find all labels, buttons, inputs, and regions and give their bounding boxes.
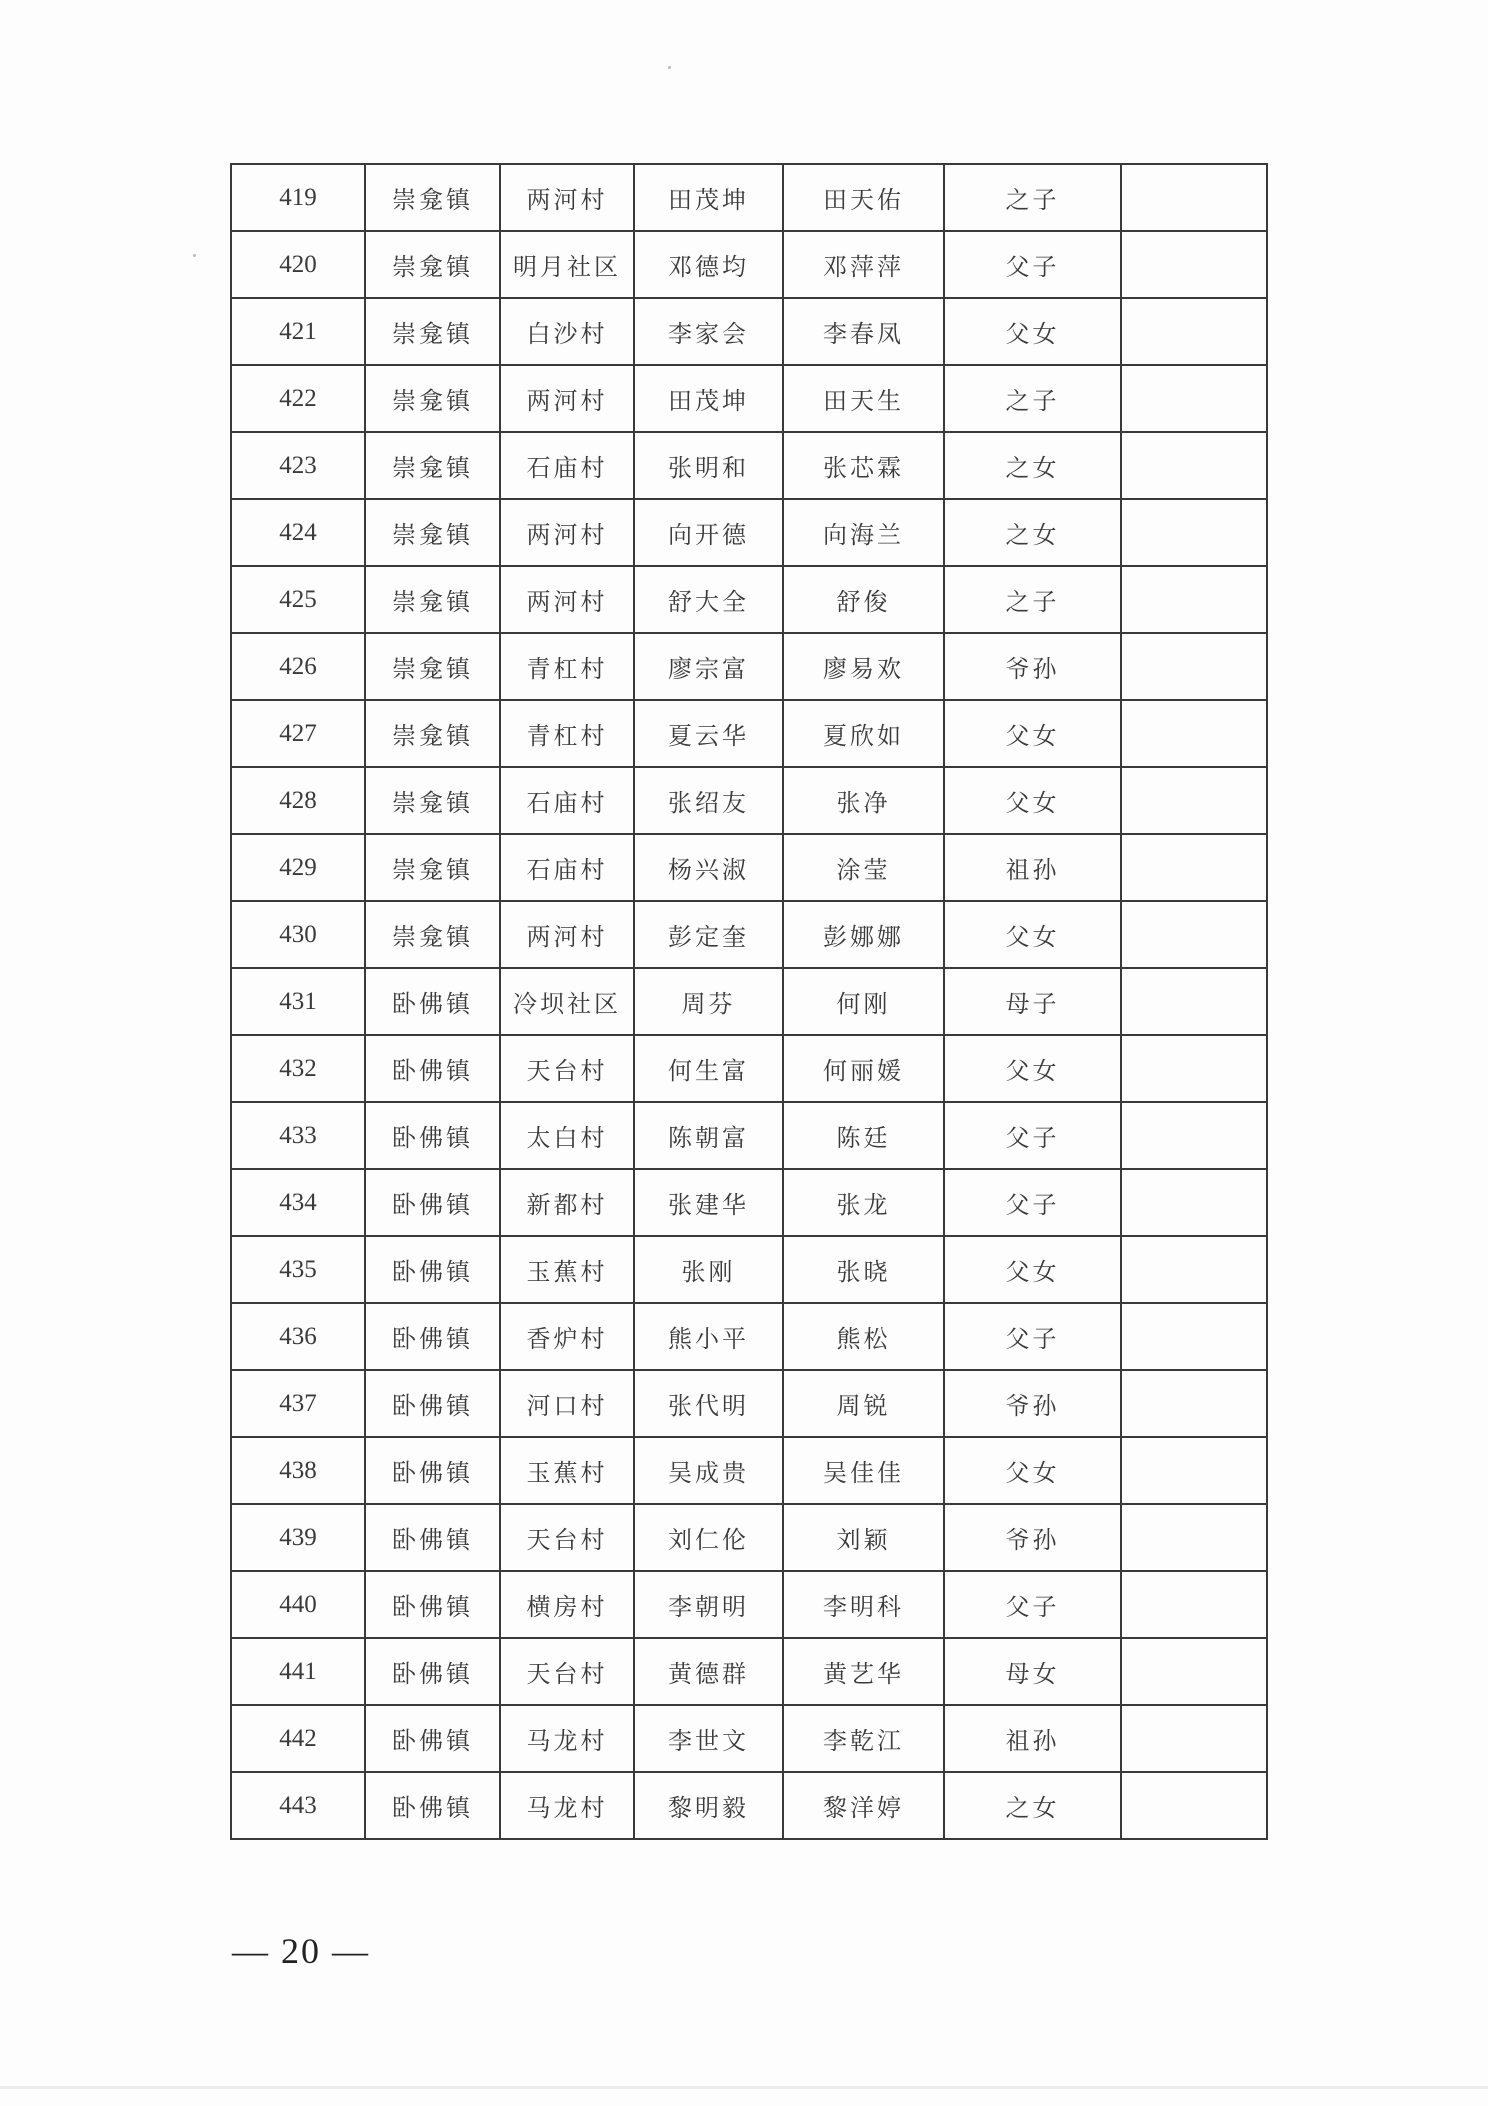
- cell-relation: 父女: [944, 901, 1121, 968]
- table-row: [231, 1303, 1267, 1370]
- cell-number: 439: [231, 1504, 365, 1571]
- cell-name: 李世文: [634, 1705, 783, 1772]
- cell-note: [1121, 432, 1267, 499]
- cell-village: 玉蕉村: [500, 1437, 634, 1504]
- cell-number: 442: [231, 1705, 365, 1772]
- cell-relative-name: 田天生: [783, 365, 944, 432]
- table-row: [231, 767, 1267, 834]
- cell-number: 428: [231, 767, 365, 834]
- table-row: [231, 633, 1267, 700]
- cell-relation: 爷孙: [944, 1370, 1121, 1437]
- cell-relation: 父女: [944, 1437, 1121, 1504]
- cell-town: 卧佛镇: [365, 1303, 500, 1370]
- cell-number: 435: [231, 1236, 365, 1303]
- cell-name: 田茂坤: [634, 164, 783, 231]
- cell-village: 两河村: [500, 499, 634, 566]
- cell-town: 卧佛镇: [365, 968, 500, 1035]
- cell-relative-name: 廖易欢: [783, 633, 944, 700]
- cell-village: 玉蕉村: [500, 1236, 634, 1303]
- cell-note: [1121, 1705, 1267, 1772]
- table-row: [231, 1370, 1267, 1437]
- cell-name: 黎明毅: [634, 1772, 783, 1839]
- cell-town: 卧佛镇: [365, 1504, 500, 1571]
- cell-village: 青杠村: [500, 633, 634, 700]
- cell-town: 卧佛镇: [365, 1035, 500, 1102]
- cell-relative-name: 李春凤: [783, 298, 944, 365]
- cell-relative-name: 熊松: [783, 1303, 944, 1370]
- cell-name: 张建华: [634, 1169, 783, 1236]
- cell-note: [1121, 365, 1267, 432]
- cell-relation: 父子: [944, 231, 1121, 298]
- table-row: [231, 968, 1267, 1035]
- cell-name: 何生富: [634, 1035, 783, 1102]
- cell-name: 夏云华: [634, 700, 783, 767]
- cell-note: [1121, 1236, 1267, 1303]
- cell-number: 433: [231, 1102, 365, 1169]
- scan-edge-line: [0, 2086, 1488, 2089]
- cell-relative-name: 夏欣如: [783, 700, 944, 767]
- cell-village: 马龙村: [500, 1705, 634, 1772]
- cell-name: 张代明: [634, 1370, 783, 1437]
- cell-number: 419: [231, 164, 365, 231]
- cell-note: [1121, 834, 1267, 901]
- cell-town: 崇龛镇: [365, 298, 500, 365]
- table-row: [231, 1236, 1267, 1303]
- cell-name: 吴成贵: [634, 1437, 783, 1504]
- table-row: [231, 164, 1267, 231]
- cell-town: 崇龛镇: [365, 633, 500, 700]
- cell-number: 430: [231, 901, 365, 968]
- cell-village: 两河村: [500, 901, 634, 968]
- cell-village: 两河村: [500, 164, 634, 231]
- cell-name: 廖宗富: [634, 633, 783, 700]
- cell-village: 河口村: [500, 1370, 634, 1437]
- cell-note: [1121, 231, 1267, 298]
- cell-note: [1121, 1504, 1267, 1571]
- cell-relative-name: 田天佑: [783, 164, 944, 231]
- cell-village: 天台村: [500, 1638, 634, 1705]
- cell-note: [1121, 499, 1267, 566]
- cell-village: 明月社区: [500, 231, 634, 298]
- cell-name: 熊小平: [634, 1303, 783, 1370]
- cell-name: 杨兴淑: [634, 834, 783, 901]
- table-row: [231, 1571, 1267, 1638]
- cell-village: 白沙村: [500, 298, 634, 365]
- cell-note: [1121, 1303, 1267, 1370]
- table-row: [231, 499, 1267, 566]
- cell-note: [1121, 566, 1267, 633]
- cell-relation: 父子: [944, 1169, 1121, 1236]
- cell-number: 425: [231, 566, 365, 633]
- cell-note: [1121, 1571, 1267, 1638]
- cell-village: 石庙村: [500, 432, 634, 499]
- cell-town: 崇龛镇: [365, 700, 500, 767]
- roster-body: [231, 164, 1267, 1839]
- page-number: — 20 —: [232, 1931, 370, 1971]
- cell-name: 邓德均: [634, 231, 783, 298]
- cell-relation: 之子: [944, 164, 1121, 231]
- cell-note: [1121, 164, 1267, 231]
- cell-name: 黄德群: [634, 1638, 783, 1705]
- cell-relation: 之女: [944, 1772, 1121, 1839]
- cell-note: [1121, 1169, 1267, 1236]
- cell-village: 冷坝社区: [500, 968, 634, 1035]
- cell-relative-name: 吴佳佳: [783, 1437, 944, 1504]
- cell-relation: 母女: [944, 1638, 1121, 1705]
- cell-village: 两河村: [500, 365, 634, 432]
- cell-note: [1121, 1638, 1267, 1705]
- scan-speck: [193, 254, 196, 257]
- cell-relation: 父女: [944, 767, 1121, 834]
- cell-name: 张绍友: [634, 767, 783, 834]
- cell-town: 崇龛镇: [365, 365, 500, 432]
- cell-town: 卧佛镇: [365, 1437, 500, 1504]
- cell-number: 434: [231, 1169, 365, 1236]
- cell-relative-name: 彭娜娜: [783, 901, 944, 968]
- cell-relative-name: 向海兰: [783, 499, 944, 566]
- cell-number: 420: [231, 231, 365, 298]
- table-row: [231, 432, 1267, 499]
- cell-number: 423: [231, 432, 365, 499]
- cell-note: [1121, 767, 1267, 834]
- table-row: [231, 231, 1267, 298]
- cell-relation: 父子: [944, 1303, 1121, 1370]
- cell-relative-name: 黎洋婷: [783, 1772, 944, 1839]
- cell-relation: 爷孙: [944, 633, 1121, 700]
- cell-town: 崇龛镇: [365, 432, 500, 499]
- cell-town: 崇龛镇: [365, 901, 500, 968]
- cell-name: 李家会: [634, 298, 783, 365]
- table-row: [231, 566, 1267, 633]
- cell-relation: 父子: [944, 1571, 1121, 1638]
- cell-name: 田茂坤: [634, 365, 783, 432]
- cell-relative-name: 陈廷: [783, 1102, 944, 1169]
- cell-number: 424: [231, 499, 365, 566]
- cell-relative-name: 何丽媛: [783, 1035, 944, 1102]
- cell-village: 太白村: [500, 1102, 634, 1169]
- table-row: [231, 901, 1267, 968]
- cell-note: [1121, 1370, 1267, 1437]
- cell-relative-name: 张芯霖: [783, 432, 944, 499]
- cell-name: 彭定奎: [634, 901, 783, 968]
- cell-town: 卧佛镇: [365, 1102, 500, 1169]
- cell-village: 石庙村: [500, 834, 634, 901]
- cell-relative-name: 李乾江: [783, 1705, 944, 1772]
- cell-relative-name: 刘颖: [783, 1504, 944, 1571]
- cell-relative-name: 周锐: [783, 1370, 944, 1437]
- cell-town: 崇龛镇: [365, 499, 500, 566]
- cell-town: 崇龛镇: [365, 231, 500, 298]
- cell-relative-name: 黄艺华: [783, 1638, 944, 1705]
- cell-town: 卧佛镇: [365, 1705, 500, 1772]
- cell-note: [1121, 700, 1267, 767]
- cell-number: 438: [231, 1437, 365, 1504]
- cell-village: 香炉村: [500, 1303, 634, 1370]
- cell-town: 卧佛镇: [365, 1236, 500, 1303]
- cell-village: 新都村: [500, 1169, 634, 1236]
- table-row: [231, 1437, 1267, 1504]
- cell-relation: 父女: [944, 298, 1121, 365]
- cell-note: [1121, 968, 1267, 1035]
- cell-note: [1121, 298, 1267, 365]
- cell-relative-name: 张净: [783, 767, 944, 834]
- cell-name: 向开德: [634, 499, 783, 566]
- cell-town: 卧佛镇: [365, 1571, 500, 1638]
- table-row: [231, 365, 1267, 432]
- roster-table: [230, 163, 1268, 1840]
- cell-relation: 之子: [944, 566, 1121, 633]
- cell-name: 张刚: [634, 1236, 783, 1303]
- cell-town: 崇龛镇: [365, 566, 500, 633]
- cell-number: 436: [231, 1303, 365, 1370]
- cell-number: 421: [231, 298, 365, 365]
- cell-village: 天台村: [500, 1035, 634, 1102]
- cell-village: 两河村: [500, 566, 634, 633]
- table-row: [231, 1638, 1267, 1705]
- cell-number: 422: [231, 365, 365, 432]
- cell-note: [1121, 1437, 1267, 1504]
- cell-note: [1121, 1102, 1267, 1169]
- table-row: [231, 834, 1267, 901]
- cell-town: 卧佛镇: [365, 1169, 500, 1236]
- cell-relative-name: 李明科: [783, 1571, 944, 1638]
- cell-relation: 父子: [944, 1102, 1121, 1169]
- cell-relation: 父女: [944, 1035, 1121, 1102]
- cell-village: 横房村: [500, 1571, 634, 1638]
- cell-town: 卧佛镇: [365, 1638, 500, 1705]
- cell-village: 石庙村: [500, 767, 634, 834]
- cell-town: 崇龛镇: [365, 767, 500, 834]
- cell-number: 427: [231, 700, 365, 767]
- cell-note: [1121, 1035, 1267, 1102]
- cell-name: 张明和: [634, 432, 783, 499]
- cell-number: 432: [231, 1035, 365, 1102]
- cell-relation: 父女: [944, 700, 1121, 767]
- cell-note: [1121, 633, 1267, 700]
- cell-relative-name: 邓萍萍: [783, 231, 944, 298]
- cell-village: 天台村: [500, 1504, 634, 1571]
- cell-relation: 之女: [944, 432, 1121, 499]
- table-row: [231, 1705, 1267, 1772]
- cell-number: 431: [231, 968, 365, 1035]
- cell-village: 青杠村: [500, 700, 634, 767]
- cell-relative-name: 张龙: [783, 1169, 944, 1236]
- cell-note: [1121, 1772, 1267, 1839]
- cell-relation: 祖孙: [944, 1705, 1121, 1772]
- cell-relation: 之子: [944, 365, 1121, 432]
- cell-relative-name: 舒俊: [783, 566, 944, 633]
- table-row: [231, 1504, 1267, 1571]
- cell-relative-name: 张晓: [783, 1236, 944, 1303]
- cell-number: 429: [231, 834, 365, 901]
- cell-number: 440: [231, 1571, 365, 1638]
- cell-relation: 之女: [944, 499, 1121, 566]
- cell-relation: 爷孙: [944, 1504, 1121, 1571]
- cell-name: 李朝明: [634, 1571, 783, 1638]
- table-row: [231, 1035, 1267, 1102]
- cell-relation: 祖孙: [944, 834, 1121, 901]
- cell-note: [1121, 901, 1267, 968]
- cell-town: 崇龛镇: [365, 834, 500, 901]
- table-row: [231, 1772, 1267, 1839]
- cell-relation: 母子: [944, 968, 1121, 1035]
- cell-number: 441: [231, 1638, 365, 1705]
- cell-name: 刘仁伦: [634, 1504, 783, 1571]
- cell-number: 426: [231, 633, 365, 700]
- cell-town: 崇龛镇: [365, 164, 500, 231]
- cell-relation: 父女: [944, 1236, 1121, 1303]
- cell-name: 舒大全: [634, 566, 783, 633]
- scan-speck: [668, 66, 671, 69]
- cell-village: 马龙村: [500, 1772, 634, 1839]
- cell-town: 卧佛镇: [365, 1772, 500, 1839]
- table-row: [231, 1102, 1267, 1169]
- cell-number: 443: [231, 1772, 365, 1839]
- table-row: [231, 700, 1267, 767]
- table-row: [231, 1169, 1267, 1236]
- cell-relative-name: 涂莹: [783, 834, 944, 901]
- cell-relative-name: 何刚: [783, 968, 944, 1035]
- cell-town: 卧佛镇: [365, 1370, 500, 1437]
- cell-name: 陈朝富: [634, 1102, 783, 1169]
- cell-number: 437: [231, 1370, 365, 1437]
- table-row: [231, 298, 1267, 365]
- cell-name: 周芬: [634, 968, 783, 1035]
